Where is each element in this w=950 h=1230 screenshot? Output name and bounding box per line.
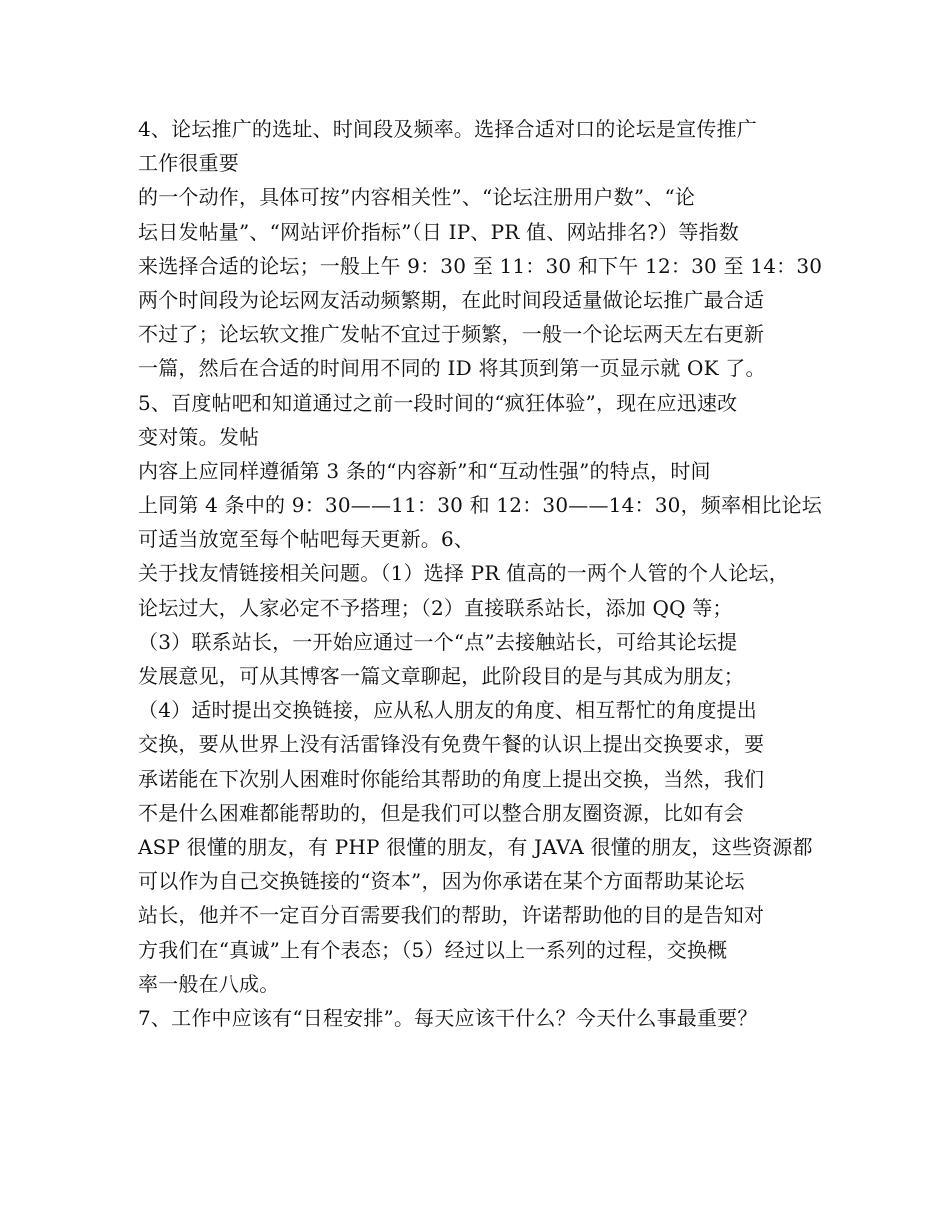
- text-line: 一篇，然后在合适的时间用不同的 ID 将其顶到第一页显示就 OK 了。: [138, 356, 766, 381]
- text-line: 两个时间段为论坛网友活动频繁期，在此时间段适量做论坛推广最合适: [138, 287, 765, 312]
- text-line: 发展意见，可从其博客一篇文章聊起，此阶段目的是与其成为朋友；: [138, 664, 744, 688]
- text-line: 内容上应同样遵循第 3 条的“内容新”和“互动性强”的特点，时间: [138, 458, 711, 483]
- document-body: [138, 112, 828, 1035]
- text-line: 上同第 4 条中的 9：30——11：30 和 12：30——14：30，频率相比论坛: [138, 493, 822, 518]
- text-line: （3）联系站长，一开始应通过一个“点”去接触站长，可给其论坛提: [138, 629, 738, 654]
- text-line: 承诺能在下次别人困难时你能给其帮助的角度上提出交换，当然，我们: [138, 766, 765, 791]
- text-line: 论坛过大，人家必定不予搭理；（2）直接联系站长，添加 QQ 等；: [138, 595, 733, 620]
- text-line: 工作很重要: [138, 151, 239, 176]
- text-line: 率一般在八成。: [138, 971, 280, 996]
- text-line: ASP 很懂的朋友，有 PHP 很懂的朋友，有 JAVA 很懂的朋友，这些资源都: [138, 834, 813, 859]
- text-line: 关于找友情链接相关问题。（1）选择 PR 值高的一两个人管的个人论坛，: [138, 561, 789, 586]
- text-line: 交换，要从世界上没有活雷锋没有免费午餐的认识上提出交换要求，要: [138, 732, 765, 757]
- text-line: 来选择合适的论坛；一般上午 9：30 至 11：30 和下午 12：30 至 14：30: [138, 253, 823, 278]
- text-line: 4、论坛推广的选址、时间段及频率。选择合适对口的论坛是宣传推广: [138, 117, 757, 141]
- text-line: 变对策。发帖: [138, 424, 260, 449]
- text-line: 坛日发帖量”、“网站评价指标”（日 IP、PR 值、网站排名?）等指数: [138, 219, 739, 244]
- text-line: 可以作为自己交换链接的“资本”，因为你承诺在某个方面帮助某论坛: [138, 869, 745, 894]
- text-line: 7、工作中应该有“日程安排”。每天应该干什么？今天什么事最重要？: [138, 1005, 758, 1030]
- text-line: 不是什么困难都能帮助的，但是我们可以整合朋友圈资源，比如有会: [138, 800, 744, 825]
- text-line: 站长，他并不一定百分百需要我们的帮助，许诺帮助他的目的是告知对: [138, 903, 765, 928]
- text-line: 可适当放宽至每个帖吧每天更新。6、: [138, 527, 475, 552]
- text-line: 的一个动作，具体可按”内容相关性”、“论坛注册用户数”、“论: [138, 185, 696, 210]
- text-line: （4）适时提出交换链接，应从私人朋友的角度、相互帮忙的角度提出: [138, 698, 757, 723]
- text-line: 5、百度帖吧和知道通过之前一段时间的“疯狂体验”，现在应迅速改: [138, 390, 738, 415]
- text-line: 方我们在“真诚”上有个表态；（5）经过以上一系列的过程，交换概: [138, 937, 728, 962]
- text-line: 不过了；论坛软文推广发帖不宜过于频繁，一般一个论坛两天左右更新: [138, 322, 765, 347]
